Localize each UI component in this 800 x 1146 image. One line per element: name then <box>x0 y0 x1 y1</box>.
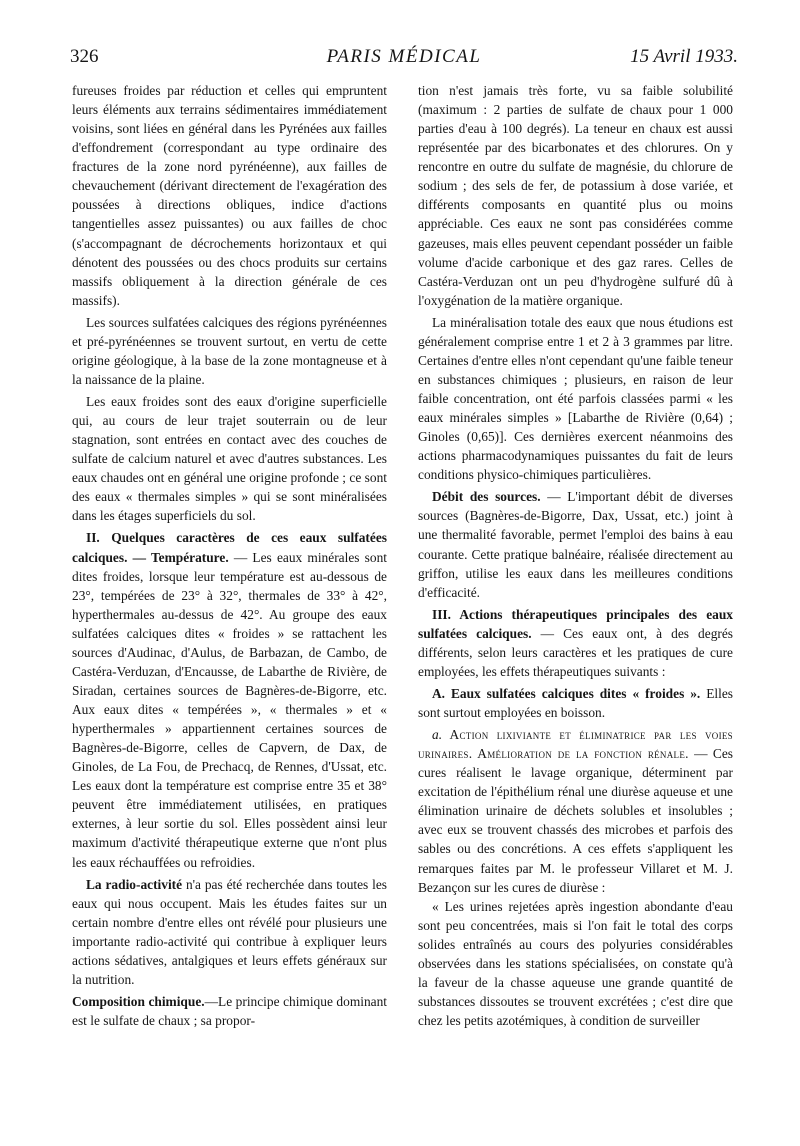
paragraph-temperature <box>72 528 387 871</box>
lixiviant-text: — Ces cures réalisent le lavage organique, déterminent par excitation de l'épithélium rénal une diurèse aqueuse et une élimination urinaire de déchets solubles et insolubles ; avec eux se trouvent chassés des microbes et parfois des sables ou des concrétions. A ces effets s'appliquent les remarques faites par M. le professeur Villaret et M. J. Bezançon sur les cures de diurèse : <box>418 746 733 895</box>
left-column <box>72 81 387 1030</box>
section-heading-cold-waters: A. Eaux sulfatées calciques dites « froides ». <box>432 685 701 701</box>
therapeutic-actions-text: — Ces eaux ont, à des degrés différents, selon leurs caractères et les pratiques de cure employées, les effets thérapeutiques suivants : <box>418 625 733 679</box>
radioactivity-text: n'a pas été recherchée dans toutes les eaux qui nous occupent. Mais les études faites sur un certain nombre d'entre elles ont révélé pour plusieurs une importante radio-activité qui contribue à expliquer leurs actions sédatives, antalgiques et leurs effets généraux sur la nutrition. <box>72 876 387 987</box>
issue-date: 15 Avril 1933. <box>630 46 738 67</box>
section-heading-therapeutic-actions: III. Actions thérapeutiques principales des eaux sulfatées calciques. <box>418 606 733 641</box>
section-heading-radioactivity: La radio-activité <box>86 876 183 892</box>
section-heading-temperature: II. Quelques caractères de ces eaux sulfatées calciques. — Température. <box>72 530 387 565</box>
paragraph-source-location: Les sources sulfatées calciques des régions pyrénéennes et pré-pyrénéennes se trouvent surtout, en vertu de cette origine géologique, à la base de la zone montagneuse et à la naissance de la plaine. <box>72 314 387 387</box>
paragraph-chemical-composition <box>72 992 387 1030</box>
page-number: 326 <box>70 46 99 67</box>
source-flow-text: — L'important débit de diverses sources (Bagnères-de-Bigorre, Dax, Ussat, etc.) joint à une thermalité favorable, permet l'emploi des bains à eau courante. Cette pratique balnéaire, réalisée directement au griffon, utilise les eaux dans les meilleures conditions d'efficacité. <box>418 489 733 600</box>
paragraph-mineralisation: La minéralisation totale des eaux que nous étudions est généralement comprise entre 1 et 2 à 3 grammes par litre. Certaines d'entre elles n'ont cependant qu'une faible teneur en substances chimiques ; plusieurs, en raison de leur faible concentration, ont été parfois classées parmi « les eaux minérales simples » [Labarthe de Rivière (0,64) ; Ginoles (0,65)]. Ces dernières exercent néanmoins des actions pharmacodynamiques puissantes du fait de leurs conditions physico-chimiques particulières. <box>418 314 733 483</box>
section-heading-source-flow: Débit des sources. <box>432 489 541 505</box>
paragraph-radioactivity <box>72 875 387 989</box>
paragraph-fault-types: fureuses froides par réduction et celles qui empruntent leurs éléments aux terrains sédimentaires immédiatement voisins, sont liées en général dans les Pyrénées aux failles d'effondrement (correspondant au type ordinaire des fractures de la zone nord pyrénéenne), aux failles de chevauchement (dérivant directement de l'exagération des poussées à directions obliques, indice d'actions tangentielles assez puissantes) ou aux failles de choc (s'accompagnant de décrochements horizontaux et qui dénotent des poussées ou des chocs produits sur certains massifs obliquement à la direction générale de ces massifs). <box>72 83 387 308</box>
cold-waters-text: Elles sont surtout employées en boisson. <box>418 685 733 720</box>
chemical-composition-text: —Le principe chimique dominant est le sulfate de chaux ; sa propor- <box>72 993 388 1028</box>
subsection-heading-lixiviant: Action lixiviante et éliminatrice par les voies urinaires. Amélioration de la fonction rénale. <box>418 727 733 762</box>
temperature-text: — Les eaux minérales sont dites froides, lorsque leur température est au-dessous de 23°, tempérées de 23° à 32°, thermales de 33° à 42°, hyperthermales au-dessus de 42°. Au groupe des eaux sulfatées calciques dites « froides » se rattachent les sources d'Audinac, d'Aulus, de Barbazan, de Cambo, de Castéra-Verduzan, d'Encausse, de Labarthe de Rivière, de Siradan, certaines sources de Bagnères-de-Bigorre, etc. Aux eaux dites « tempérées », « thermales » et « hyperthermales » appartiennent certaines sources de Bagnères-de-Bigorre, celles de Capvern, de Dax, de Ginoles, de La Fou, de Prechacq, de Rennes, d'Ussat, etc. Les eaux dont la température est comprise entre 35 et 38° peuvent être immédiatement utilisées, en pratiques externes, à leur sortie du sol. Elles possèdent ainsi leur maximum d'activité thérapeutique externe que n'ont plus les eaux réchauffées ou refroidies. <box>72 549 387 870</box>
paragraph-source-flow <box>418 487 733 601</box>
paragraph-therapeutic-actions <box>418 605 733 681</box>
right-column <box>418 81 733 1030</box>
paragraph-quotation: « Les urines rejetées après ingestion abondante d'eau sont peu concentrées, mais si l'on fait le total des corps solides entraînés au cours des polyuries considérables observées dans les stations spécialisées, on constate qu'à la faveur de la chasse aqueuse une grande quantité de substances dissoutes se trouvent excrétées ; c'est dire que chez les petits azotémiques, à condition de surveiller <box>418 898 733 1028</box>
page-header <box>70 46 738 72</box>
item-label: a. <box>432 727 443 743</box>
journal-title: PARIS MÉDICAL <box>326 46 482 67</box>
paragraph-lixiviant-action <box>418 725 733 897</box>
paragraph-solubility: tion n'est jamais très forte, vu sa faible solubilité (maximum : 2 parties de sulfate de chaux pour 1 000 parties d'eau à 100 degrés). La teneur en chaux est aussi représentée par des bicarbonates et des chlorures. On y rencontre en outre du sulfate de magnésie, du chlorure de sodium ; des sels de fer, de potassium à dose variée, et différents composants en quantité plus ou moins appréciable. Ces eaux ne sont pas considérées comme gazeuses, mais elles peuvent cependant posséder un faible volume d'acide carbonique et des gaz rares. Celles de Castéra-Verduzan ont un peu d'hydrogène sulfuré dû à l'oxygénation de la matière organique. <box>418 83 733 308</box>
section-heading-chemical-composition: Composition chimique. <box>72 993 205 1009</box>
paragraph-cold-hot-waters: Les eaux froides sont des eaux d'origine superficielle qui, au cours de leur trajet souterrain ou de leur stagnation, sont entrées en contact avec des couches de sulfate de calcium naturel et avec d'autres substances. Les eaux chaudes ont en général une origine profonde ; ce sont des eaux « thermales simples » qui se sont minéralisées dans les étages superficiels du sol. <box>72 394 387 524</box>
paragraph-cold-waters <box>418 684 733 722</box>
